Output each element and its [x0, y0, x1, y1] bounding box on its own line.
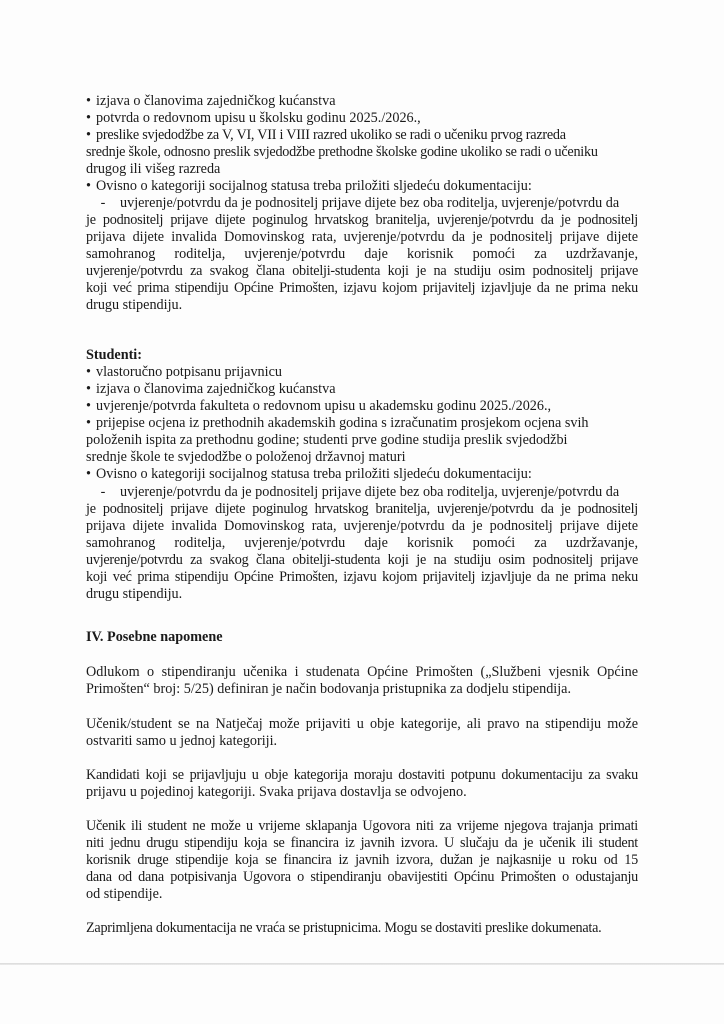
sub-item-continuation: samohranog roditelja, uvjerenje/potvrdu daje korisnik pomoći za uzdržavanje, [86, 535, 638, 551]
paragraph-line: Učenik/student se na Natječaj može prijaviti u obje kategorije, ali pravo na stipendiju može [86, 716, 638, 732]
list-item: • Ovisno o kategoriji socijalnog statusa treba priložiti sljedeću dokumentaciju: [86, 178, 532, 194]
paragraph-line: ostvariti samo u jednoj kategoriji. [86, 733, 278, 749]
list-item: • prijepise ocjena iz prethodnih akademskih godina s izračunatim prosjekom ocjena svih [86, 415, 589, 431]
list-item: • uvjerenje/potvrda fakulteta o redovnom upisu u akademsku godinu 2025./2026., [86, 398, 552, 414]
sub-item-continuation: drugu stipendiju. [86, 586, 183, 602]
list-item-continuation: srednje škole te svjedodžbe o položenoj državnoj maturi [86, 449, 406, 465]
sub-item-continuation: je podnositelj prijave dijete poginulog hrvatskog branitelja, uvjerenje/potvrdu da je podnositelj [86, 501, 638, 517]
studenti-section [86, 347, 638, 483]
paragraph-line: Odlukom o stipendiranju učenika i studenata Općine Primošten („Službeni vjesnik Općine [86, 664, 638, 680]
paragraph-line: Zaprimljena dokumentacija ne vraća se pristupnicima. Mogu se dostaviti preslike dokumenata. [86, 920, 602, 936]
list-item: • izjava o članovima zajedničkog kućanstva [86, 381, 336, 397]
list-item-continuation: položenih ispita za prethodnu godine; studenti prve godine studija preslik svjedodžbi [86, 432, 568, 448]
paragraph-line: Kandidati koji se prijavljuju u obje kategorija moraju dostaviti potpunu dokumentaciju za svaku [86, 767, 638, 783]
paragraph [86, 767, 638, 801]
paragraph [86, 920, 638, 937]
list-item: • potvrda o redovnom upisu u školsku godinu 2025./2026., [86, 110, 421, 126]
list-item-continuation: drugog ili višeg razreda [86, 161, 221, 177]
paragraph-line: niti jednu drugu stipendiju koja se financira iz javnih izvora. U slučaju da je učenik ili student [86, 835, 638, 851]
ucenici-document-list [86, 93, 638, 195]
section-iv-heading [86, 629, 638, 646]
paragraph-line: od stipendije. [86, 886, 163, 902]
list-item: • Ovisno o kategoriji socijalnog statusa treba priložiti sljedeću dokumentaciju: [86, 466, 532, 482]
paragraph [86, 716, 638, 750]
sub-item: - uvjerenje/potvrdu da je podnositelj prijave dijete bez oba roditelja, uvjerenje/potvrdu da [100, 195, 620, 211]
paragraph-line: Učenik ili student ne može u vrijeme sklapanja Ugovora niti za vrijeme njegova trajanja primati [86, 818, 638, 834]
list-item: • izjava o članovima zajedničkog kućanstva [86, 93, 336, 109]
sub-item-continuation: uvjerenje/potvrdu za svakog člana obitelji-studenta koji je na studiju osim podnositelj prijave [86, 552, 638, 568]
paragraph-line: prijavu u pojedinoj kategoriji. Svaka prijava dostavlja se odvojeno. [86, 784, 467, 800]
paragraph [86, 664, 638, 698]
section-heading: Studenti: [86, 347, 142, 363]
studenti-social-status-docs [86, 484, 638, 603]
sub-item-continuation: prijava dijete invalida Domovinskog rata, uvjerenje/potvrdu da je podnositelj prijave dijete [86, 229, 638, 245]
list-item: • vlastoručno potpisanu prijavnicu [86, 364, 282, 380]
sub-item-continuation: uvjerenje/potvrdu za svakog člana obitelji-studenta koji je na studiju osim podnositelj prijave [86, 263, 638, 279]
sub-item-continuation: drugu stipendiju. [86, 297, 183, 313]
paragraph-line: dana od dana potpisivanja Ugovora o stipendiranju obavijestiti Općinu Primošten o odustajanju [86, 869, 638, 885]
list-item: • preslike svjedodžbe za V, VI, VII i VIII razred ukoliko se radi o učeniku prvog razreda [86, 127, 566, 143]
sub-item-continuation: prijava dijete invalida Domovinskog rata, uvjerenje/potvrdu da je podnositelj prijave dijete [86, 518, 638, 534]
paragraph-line: korisnik druge stipendije koja se financira iz javnih izvora, dužan je najkasnije u roku od 15 [86, 852, 638, 868]
sub-item-continuation: koji već prima stipendiju Općine Primošten, izjavu kojom prijavitelj izjavljuje da ne prima neku [86, 280, 638, 296]
sub-item-continuation: je podnositelj prijave dijete poginulog hrvatskog branitelja, uvjerenje/potvrdu da je podnositelj [86, 212, 638, 228]
paragraph-line: Primošten“ broj: 5/25) definiran je način bodovanja pristupnika za dodjelu stipendija. [86, 681, 572, 697]
scan-edge-divider [0, 963, 724, 965]
paragraph [86, 818, 638, 903]
sub-item-continuation: koji već prima stipendiju Općine Primošten, izjavu kojom prijavitelj izjavljuje da ne prima neku [86, 569, 638, 585]
sub-item-continuation: samohranog roditelja, uvjerenje/potvrdu daje korisnik pomoći za uzdržavanje, [86, 246, 638, 262]
sub-item: - uvjerenje/potvrdu da je podnositelj prijave dijete bez oba roditelja, uvjerenje/potvrdu da [100, 484, 620, 500]
ucenici-social-status-docs [86, 195, 638, 314]
list-item-continuation: srednje škole, odnosno preslik svjedodžbe prethodne školske godine ukoliko se radi o učeniku [86, 144, 598, 160]
section-heading: IV. Posebne napomene [86, 629, 223, 645]
